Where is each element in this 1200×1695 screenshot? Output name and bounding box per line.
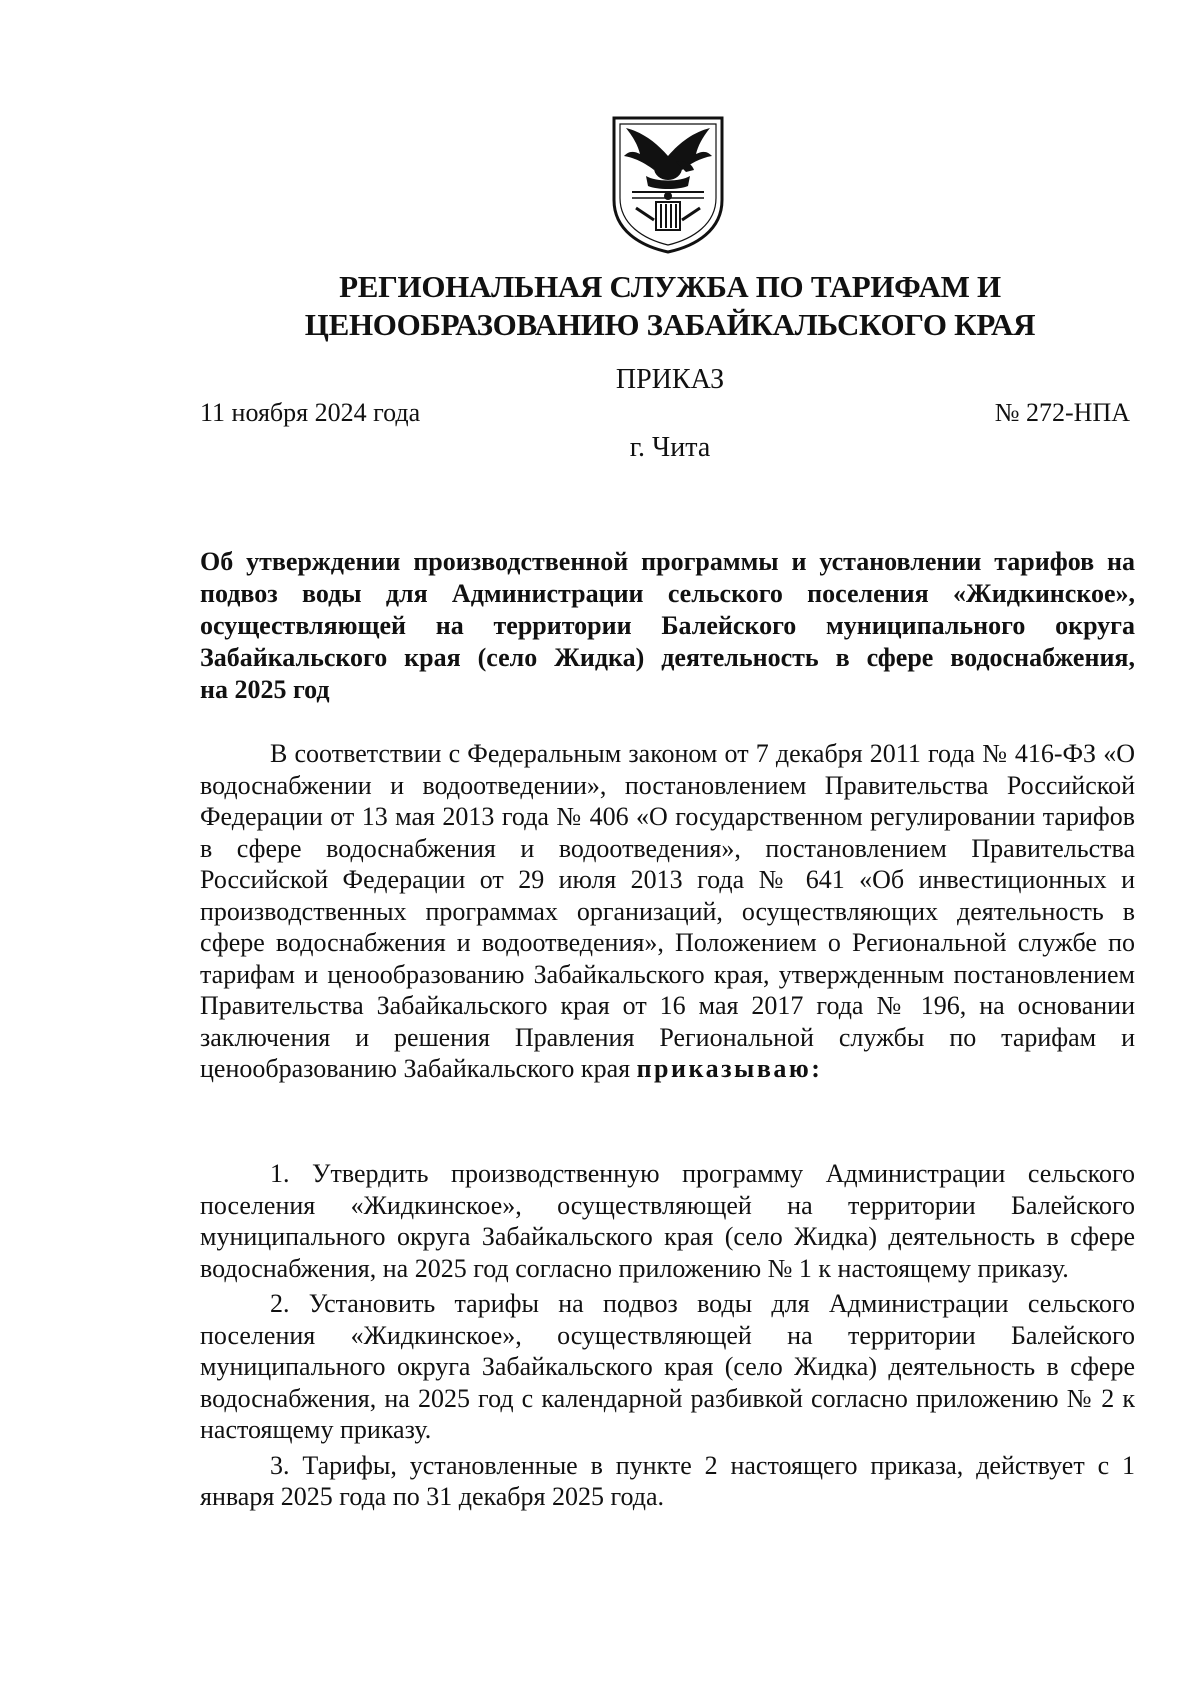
order-item-3: 3. Тарифы, установленные в пункте 2 настоящего приказа, действует с 1 января 2025 года по 31 декабря 2025 года. [200, 1450, 1135, 1511]
preamble-text: В соответствии с Федеральным законом от 7 декабря 2011 года № 416-ФЗ «О водоснабжении и водоотведении», постановлением Правительства Российской Федерации от 13 мая 2013 года № 406 «О государственном регулировании тарифов в сфере водоснабжения и водоотведения», постановлением Правительства Российской Федерации от 29 июля 2013 года № 641 «Об инвестиционных и производственных программах организаций, осуществляющих деятельность в сфере водоснабжения и водоотведения», Положением о Региональной службе по тарифам и ценообразованию Забайкальского края, утвержденным постановлением Правительства Забайкальского края от 16 мая 2017 года № 196, на основании заключения и решения Правления Региональной службы по тарифам и ценообразованию Забайкальского края [200, 739, 1135, 1083]
agency-name-line-2: ЦЕНООБРАЗОВАНИЮ ЗАБАЙКАЛЬСКОГО КРАЯ [304, 307, 1036, 342]
document-number: № 272-НПА [994, 398, 1130, 427]
subject-text-end: на 2025 год [200, 675, 330, 704]
document-city: г. Чита [629, 432, 711, 463]
document-type: ПРИКАЗ [615, 364, 725, 395]
agency-name [200, 268, 1140, 344]
preamble [200, 738, 1135, 1085]
order-item-2: 2. Установить тарифы на подвоз воды для Администрации сельского поселения «Жидкинское», осуществляющей на территории Балейского муниципального округа Забайкальского края (село Жидка) деятельность в сфере водоснабжения, на 2025 год с календарной разбивкой согласно приложению № 2 к настоящему приказу. [200, 1289, 1135, 1444]
document-date: 11 ноября 2024 года [200, 398, 421, 427]
coat-of-arms-icon [606, 112, 730, 256]
agency-name-line-1: РЕГИОНАЛЬНАЯ СЛУЖБА ПО ТАРИФАМ И [339, 269, 1001, 304]
order-word: приказываю: [636, 1054, 823, 1083]
preamble-paragraph [200, 738, 1135, 1085]
document-subject [200, 546, 1135, 706]
subject-text: Об утверждении производственной программы и установлении тарифов на подвоз воды для Администрации сельского поселения «Жидкинское», осуществляющей на территории Балейского муниципального округа Забайкальского края (село Жидка) деятельность в сфере водоснабжения, [200, 547, 1135, 672]
order-items [200, 1158, 1135, 1517]
order-item-1: 1. Утвердить производственную программу Администрации сельского поселения «Жидкинское», осуществляющей на территории Балейского муниципального округа Забайкальского края (село Жидка) деятельность в сфере водоснабжения, на 2025 год согласно приложению № 1 к настоящему приказу. [200, 1159, 1135, 1283]
